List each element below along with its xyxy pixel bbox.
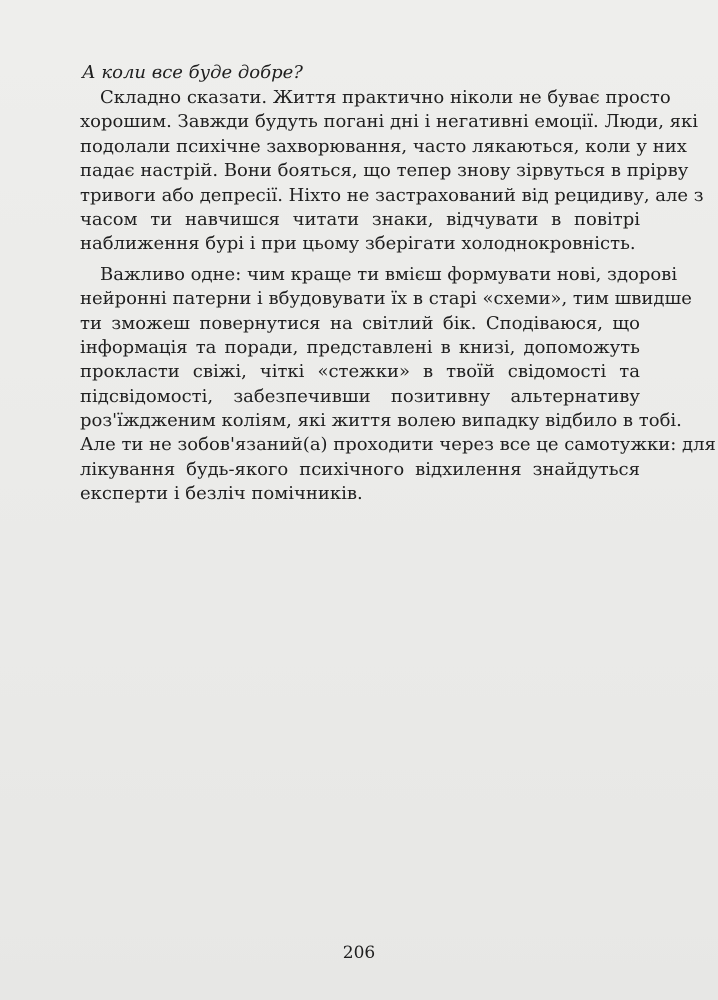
text-line: хорошим. Завжди будуть погані дні і негативні емоції. Люди, які: [80, 111, 699, 133]
text-line: експерти і безліч помічників.: [80, 483, 363, 505]
text-line: нейронні патерни і вбудовувати їх в старі «схеми», тим швидше: [80, 288, 692, 310]
text-line: Важливо одне: чим краще ти вмієш формувати нові, здорові: [100, 263, 678, 285]
text-line: тривоги або депресії. Ніхто не застрахований від рецидиву, але з: [80, 184, 704, 206]
text-line: наближення бурі і при цьому зберігати холоднокровність.: [80, 233, 636, 255]
text-line: Складно сказати. Життя практично ніколи не буває просто: [100, 87, 671, 108]
text-block: [80, 60, 716, 507]
paragraph-2: [80, 263, 716, 507]
text-line: інформація та поради, представлені в книзі, допоможуть: [80, 336, 640, 358]
text-line: ти зможеш повернутися на світлий бік. Сподіваюся, що: [80, 312, 640, 334]
text-line: прокласти свіжі, чіткі «стежки» в твоїй свідомості та: [80, 361, 640, 383]
page-number: 206: [342, 943, 376, 963]
text-line: підсвідомості, забезпечивши позитивну альтернативу: [80, 385, 640, 407]
paragraph-1: [80, 86, 704, 257]
text-line: Але ти не зобов'язаний(а) проходити через все це самотужки: для: [80, 434, 716, 456]
text-line: падає настрій. Вони бояться, що тепер знову зірвуться в прірву: [80, 160, 689, 182]
text-line: подолали психічне захворювання, часто лякаються, коли у них: [80, 135, 687, 157]
text-line: лікування будь-якого психічного відхилення знайдуться: [80, 458, 640, 480]
section-heading: А коли все буде добре?: [82, 62, 303, 83]
text-line: роз'їждженим коліям, які життя волею випадку відбило в тобі.: [80, 410, 682, 432]
text-line: часом ти навчишся читати знаки, відчувати в повітрі: [80, 208, 640, 230]
